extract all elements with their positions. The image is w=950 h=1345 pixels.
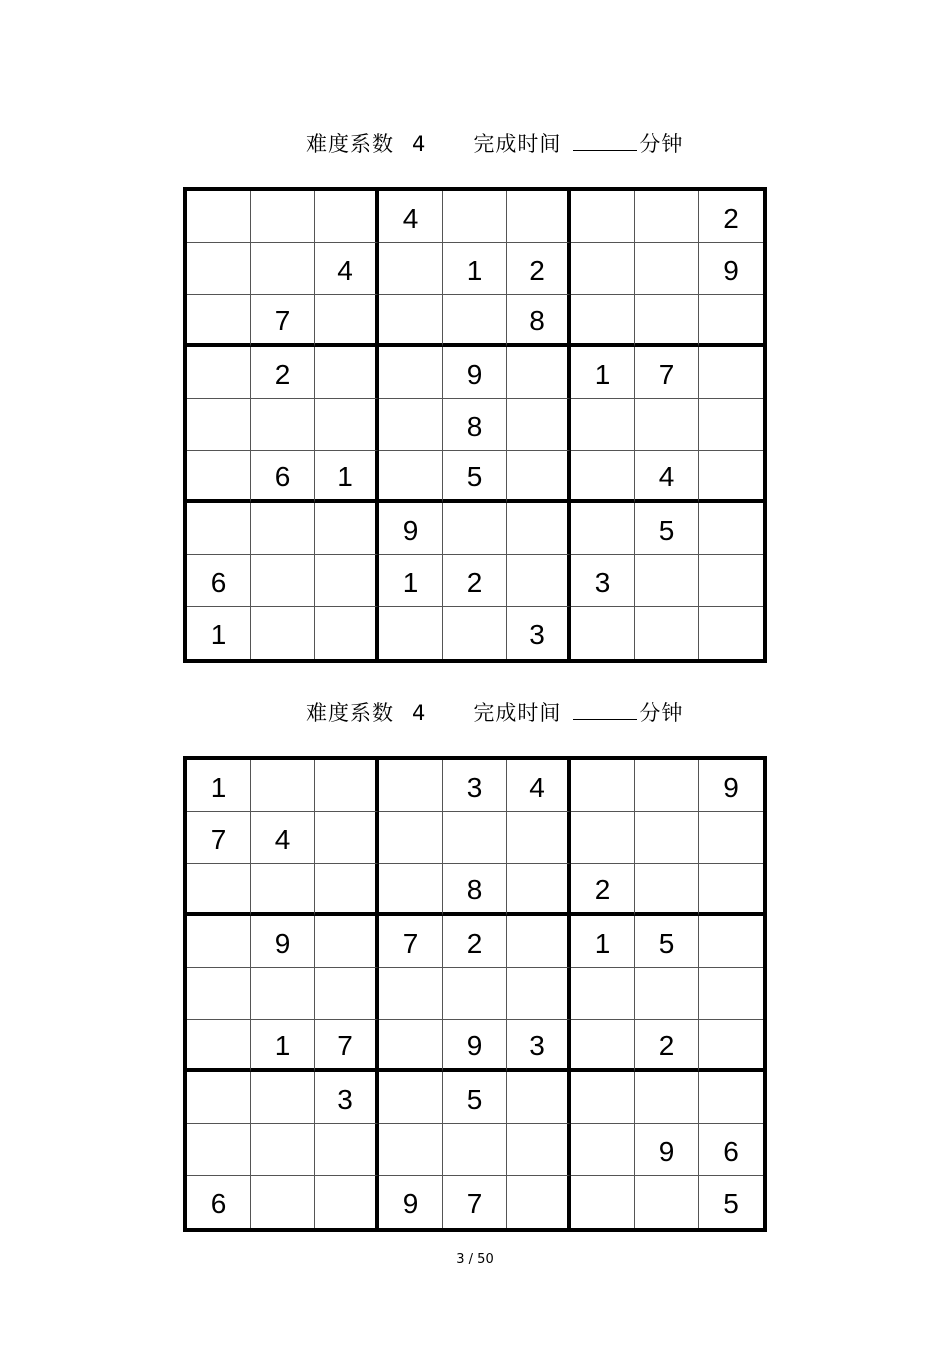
difficulty-value: 4 bbox=[412, 701, 426, 725]
sudoku-cell[interactable] bbox=[699, 555, 763, 607]
sudoku-cell[interactable] bbox=[699, 1072, 763, 1124]
sudoku-cell[interactable] bbox=[571, 1176, 635, 1228]
sudoku-cell[interactable] bbox=[315, 607, 379, 659]
sudoku-cell[interactable] bbox=[315, 503, 379, 555]
sudoku-cell[interactable] bbox=[507, 864, 571, 916]
sudoku-cell[interactable] bbox=[507, 812, 571, 864]
sudoku-cell[interactable] bbox=[443, 503, 507, 555]
sudoku-cell[interactable]: 4 bbox=[315, 243, 379, 295]
sudoku-cell[interactable] bbox=[187, 295, 251, 347]
sudoku-cell[interactable] bbox=[379, 968, 443, 1020]
sudoku-cell[interactable] bbox=[699, 864, 763, 916]
sudoku-cell[interactable] bbox=[315, 295, 379, 347]
sudoku-cell[interactable] bbox=[315, 399, 379, 451]
sudoku-cell[interactable] bbox=[187, 243, 251, 295]
sudoku-cell[interactable]: 9 bbox=[443, 347, 507, 399]
sudoku-cell[interactable] bbox=[699, 607, 763, 659]
time-blank-line[interactable] bbox=[573, 701, 637, 720]
sudoku-cell[interactable] bbox=[187, 191, 251, 243]
sudoku-cell[interactable]: 2 bbox=[443, 555, 507, 607]
sudoku-cell[interactable] bbox=[699, 451, 763, 503]
sudoku-cell[interactable] bbox=[507, 1176, 571, 1228]
sudoku-cell[interactable]: 7 bbox=[251, 295, 315, 347]
sudoku-cell[interactable] bbox=[699, 812, 763, 864]
sudoku-cell[interactable] bbox=[571, 607, 635, 659]
sudoku-cell[interactable]: 4 bbox=[635, 451, 699, 503]
sudoku-cell[interactable] bbox=[443, 968, 507, 1020]
sudoku-cell[interactable] bbox=[635, 968, 699, 1020]
time-unit: 分钟 bbox=[639, 132, 684, 156]
sudoku-cell[interactable] bbox=[315, 864, 379, 916]
sudoku-cell[interactable]: 9 bbox=[699, 760, 763, 812]
sudoku-cell[interactable]: 3 bbox=[507, 1020, 571, 1072]
sudoku-cell[interactable] bbox=[699, 347, 763, 399]
sudoku-cell[interactable] bbox=[635, 760, 699, 812]
page-number: 3 / 50 bbox=[456, 1252, 494, 1267]
sudoku-cell[interactable]: 3 bbox=[443, 760, 507, 812]
sudoku-cell[interactable]: 6 bbox=[699, 1124, 763, 1176]
sudoku-grid-1 bbox=[183, 187, 767, 663]
sudoku-cell[interactable] bbox=[379, 347, 443, 399]
time-blank-line[interactable] bbox=[573, 132, 637, 151]
sudoku-cell[interactable]: 5 bbox=[723, 1188, 739, 1219]
sudoku-cell[interactable] bbox=[315, 968, 379, 1020]
sudoku-cell[interactable] bbox=[187, 864, 251, 916]
sudoku-cell[interactable] bbox=[379, 760, 443, 812]
sudoku-cell[interactable] bbox=[315, 916, 379, 968]
sudoku-cell[interactable]: 7 bbox=[187, 812, 251, 864]
sudoku-cell[interactable] bbox=[251, 968, 315, 1020]
sudoku-cell[interactable] bbox=[699, 1020, 763, 1072]
sudoku-cell[interactable]: 3 bbox=[571, 555, 635, 607]
sudoku-cell[interactable] bbox=[635, 399, 699, 451]
sudoku-cell[interactable]: 1 bbox=[571, 916, 635, 968]
sudoku-cell[interactable] bbox=[251, 1072, 315, 1124]
sudoku-cell[interactable] bbox=[699, 968, 763, 1020]
sudoku-cell[interactable]: 2 bbox=[635, 1020, 699, 1072]
sudoku-cell[interactable]: 4 bbox=[379, 191, 443, 243]
sudoku-cell[interactable]: 2 bbox=[251, 347, 315, 399]
sudoku-cell[interactable]: 7 bbox=[635, 347, 699, 399]
sudoku-cell[interactable] bbox=[187, 1020, 251, 1072]
sudoku-cell[interactable] bbox=[571, 1124, 635, 1176]
sudoku-cell[interactable]: 6 bbox=[251, 451, 315, 503]
sudoku-cell[interactable] bbox=[187, 1072, 251, 1124]
sudoku-cell[interactable] bbox=[315, 555, 379, 607]
sudoku-cell[interactable] bbox=[187, 968, 251, 1020]
sudoku-cell[interactable] bbox=[699, 916, 763, 968]
sudoku-cell[interactable] bbox=[379, 295, 443, 347]
sudoku-cell[interactable] bbox=[187, 916, 251, 968]
sudoku-cell[interactable] bbox=[507, 451, 571, 503]
sudoku-cell[interactable] bbox=[571, 191, 635, 243]
sudoku-cell[interactable] bbox=[251, 191, 315, 243]
sudoku-cell[interactable] bbox=[699, 503, 763, 555]
sudoku-cell[interactable] bbox=[187, 503, 251, 555]
sudoku-cell[interactable] bbox=[443, 607, 507, 659]
sudoku-cell[interactable] bbox=[315, 760, 379, 812]
sudoku-cell[interactable] bbox=[187, 347, 251, 399]
sudoku-cell[interactable]: 1 bbox=[187, 607, 251, 659]
sudoku-grid-2 bbox=[183, 756, 767, 1232]
sudoku-cell[interactable] bbox=[571, 1072, 635, 1124]
sudoku-cell[interactable] bbox=[571, 451, 635, 503]
sudoku-cell[interactable]: 4 bbox=[251, 812, 315, 864]
sudoku-cell[interactable] bbox=[571, 295, 635, 347]
sudoku-cell[interactable] bbox=[443, 812, 507, 864]
sudoku-cell[interactable] bbox=[635, 555, 699, 607]
sudoku-cell[interactable]: 9 bbox=[699, 243, 763, 295]
sudoku-cell[interactable] bbox=[507, 399, 571, 451]
sudoku-cell[interactable] bbox=[507, 503, 571, 555]
sudoku-cell[interactable]: 1 bbox=[315, 451, 379, 503]
sudoku-cell[interactable] bbox=[315, 1176, 379, 1228]
sudoku-cell[interactable] bbox=[379, 1020, 443, 1072]
sudoku-cell[interactable] bbox=[379, 451, 443, 503]
sudoku-cell[interactable] bbox=[379, 607, 443, 659]
time-label: 完成时间 bbox=[473, 132, 562, 156]
sudoku-cell[interactable] bbox=[507, 1072, 571, 1124]
sudoku-cell[interactable] bbox=[635, 1176, 699, 1228]
sudoku-cell[interactable] bbox=[315, 191, 379, 243]
sudoku-cell[interactable] bbox=[443, 191, 507, 243]
sudoku-cell[interactable]: 7 bbox=[379, 916, 443, 968]
sudoku-cell[interactable] bbox=[571, 243, 635, 295]
sudoku-cell[interactable] bbox=[251, 1124, 315, 1176]
sudoku-cell[interactable] bbox=[635, 243, 699, 295]
sudoku-cell[interactable]: 1 bbox=[443, 243, 507, 295]
difficulty-label: 难度系数 bbox=[306, 132, 394, 156]
sudoku-cell[interactable]: 1 bbox=[379, 555, 443, 607]
sudoku-cell[interactable] bbox=[315, 347, 379, 399]
sudoku-cell[interactable] bbox=[507, 347, 571, 399]
sudoku-cell[interactable] bbox=[699, 295, 763, 347]
sudoku-cell[interactable]: 4 bbox=[507, 760, 571, 812]
sudoku-cell[interactable] bbox=[507, 1124, 571, 1176]
sudoku-cell[interactable]: 8 bbox=[443, 864, 507, 916]
sudoku-cell[interactable]: 9 bbox=[379, 1176, 443, 1228]
sudoku-cell[interactable]: 8 bbox=[443, 399, 507, 451]
sudoku-cell[interactable] bbox=[251, 503, 315, 555]
sudoku-cell[interactable] bbox=[251, 760, 315, 812]
sudoku-cell[interactable] bbox=[635, 607, 699, 659]
sudoku-cell[interactable] bbox=[571, 760, 635, 812]
sudoku-cell[interactable]: 9 bbox=[635, 1124, 699, 1176]
sudoku-cell[interactable]: 5 bbox=[635, 916, 699, 968]
sudoku-cell[interactable] bbox=[315, 1124, 379, 1176]
sudoku-cell[interactable] bbox=[187, 399, 251, 451]
sudoku-cell[interactable] bbox=[187, 1124, 251, 1176]
difficulty-value: 4 bbox=[412, 132, 426, 156]
sudoku-cell[interactable] bbox=[571, 1020, 635, 1072]
sudoku-cell[interactable] bbox=[571, 968, 635, 1020]
time-unit: 分钟 bbox=[639, 701, 684, 725]
sudoku-cell[interactable] bbox=[507, 191, 571, 243]
sudoku-cell[interactable]: 7 bbox=[315, 1020, 379, 1072]
sudoku-cell[interactable] bbox=[251, 555, 315, 607]
sudoku-cell[interactable]: 5 bbox=[635, 503, 699, 555]
sudoku-cell[interactable] bbox=[379, 812, 443, 864]
sudoku-cell[interactable] bbox=[635, 864, 699, 916]
sudoku-cell[interactable]: 2 bbox=[443, 916, 507, 968]
sudoku-cell[interactable] bbox=[571, 812, 635, 864]
sudoku-cell[interactable]: 2 bbox=[571, 864, 635, 916]
sudoku-cell[interactable] bbox=[251, 399, 315, 451]
puzzle-1-header bbox=[306, 128, 683, 158]
sudoku-cell[interactable] bbox=[379, 243, 443, 295]
sudoku-cell[interactable] bbox=[251, 1176, 315, 1228]
sudoku-cell[interactable] bbox=[699, 399, 763, 451]
sudoku-cell[interactable]: 1 bbox=[571, 347, 635, 399]
sudoku-cell[interactable]: 7 bbox=[443, 1176, 507, 1228]
sudoku-cell[interactable] bbox=[571, 503, 635, 555]
sudoku-cell[interactable]: 9 bbox=[443, 1020, 507, 1072]
sudoku-cell[interactable]: 1 bbox=[251, 1020, 315, 1072]
sudoku-cell[interactable] bbox=[507, 916, 571, 968]
sudoku-cell[interactable]: 2 bbox=[507, 243, 571, 295]
sudoku-cell[interactable] bbox=[507, 555, 571, 607]
sudoku-cell[interactable] bbox=[635, 812, 699, 864]
sudoku-cell[interactable] bbox=[635, 191, 699, 243]
sudoku-cell[interactable]: 3 bbox=[507, 607, 571, 659]
sudoku-cell[interactable]: 8 bbox=[507, 295, 571, 347]
sudoku-cell[interactable]: 1 bbox=[187, 760, 251, 812]
sudoku-cell[interactable] bbox=[251, 243, 315, 295]
sudoku-cell[interactable] bbox=[635, 295, 699, 347]
sudoku-cell[interactable]: 2 bbox=[699, 191, 763, 243]
puzzle-2-header bbox=[306, 697, 683, 727]
sudoku-cell[interactable]: 6 bbox=[187, 1176, 251, 1228]
sudoku-cell[interactable] bbox=[507, 968, 571, 1020]
sudoku-cell[interactable] bbox=[379, 1124, 443, 1176]
sudoku-cell[interactable] bbox=[443, 1124, 507, 1176]
sudoku-cell[interactable] bbox=[251, 864, 315, 916]
sudoku-cell[interactable]: 3 bbox=[315, 1072, 379, 1124]
sudoku-cell[interactable]: 5 bbox=[443, 1072, 507, 1124]
sudoku-cell[interactable]: 9 bbox=[251, 916, 315, 968]
time-label: 完成时间 bbox=[473, 701, 562, 725]
sudoku-cell[interactable] bbox=[379, 399, 443, 451]
sudoku-cell[interactable] bbox=[571, 399, 635, 451]
sudoku-cell[interactable] bbox=[315, 812, 379, 864]
sudoku-cell[interactable] bbox=[251, 607, 315, 659]
sudoku-cell[interactable] bbox=[379, 864, 443, 916]
sudoku-cell[interactable]: 6 bbox=[187, 555, 251, 607]
sudoku-cell[interactable] bbox=[379, 1072, 443, 1124]
difficulty-label: 难度系数 bbox=[306, 701, 394, 725]
sudoku-cell[interactable] bbox=[443, 295, 507, 347]
sudoku-cell[interactable]: 5 bbox=[443, 451, 507, 503]
sudoku-cell[interactable] bbox=[187, 451, 251, 503]
sudoku-cell[interactable] bbox=[635, 1072, 699, 1124]
sudoku-cell[interactable]: 9 bbox=[379, 503, 443, 555]
